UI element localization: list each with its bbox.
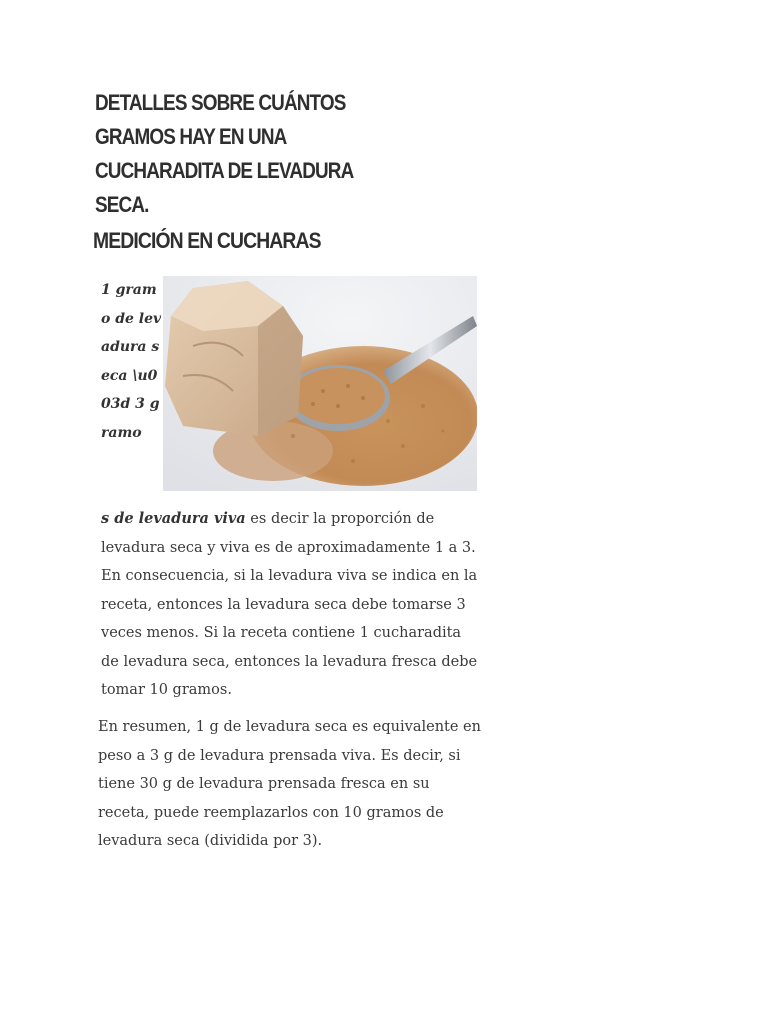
document-title: DETALLES SOBRE CUÁNTOS GRAMOS HAY EN UNA CUCHARADITA DE LEVADURA SECA. — [95, 90, 353, 217]
section-subtitle: MEDICIÓN EN CUCHARAS — [93, 228, 321, 253]
yeast-photo-icon — [163, 276, 477, 491]
paragraph-proportion — [101, 505, 481, 705]
lead-fragment-continued: s de levadura viva — [101, 510, 246, 527]
lead-fragment-side: 1 gramo de levadura seca \u003d 3 gramo — [101, 282, 162, 441]
paragraph1-text: es decir la proporción de levadura seca y viva es de aproximadamente 1 a 3. En consecuencia, si la levadura viva se indica en la receta, entonces la levadura seca debe tomarse 3 veces menos. Si la receta contiene 1 cucharadita de levadura seca, entonces la levadura fresca debe tomar 10 gramos. — [101, 511, 478, 698]
paragraph-summary: En resumen, 1 g de levadura seca es equivalente en peso a 3 g de levadura prensada viva. Es decir, si tiene 30 g de levadura prensada fresca en su receta, puede reemplazarlos con 10 gramos de levadura seca (dividida por 3). — [98, 719, 481, 849]
